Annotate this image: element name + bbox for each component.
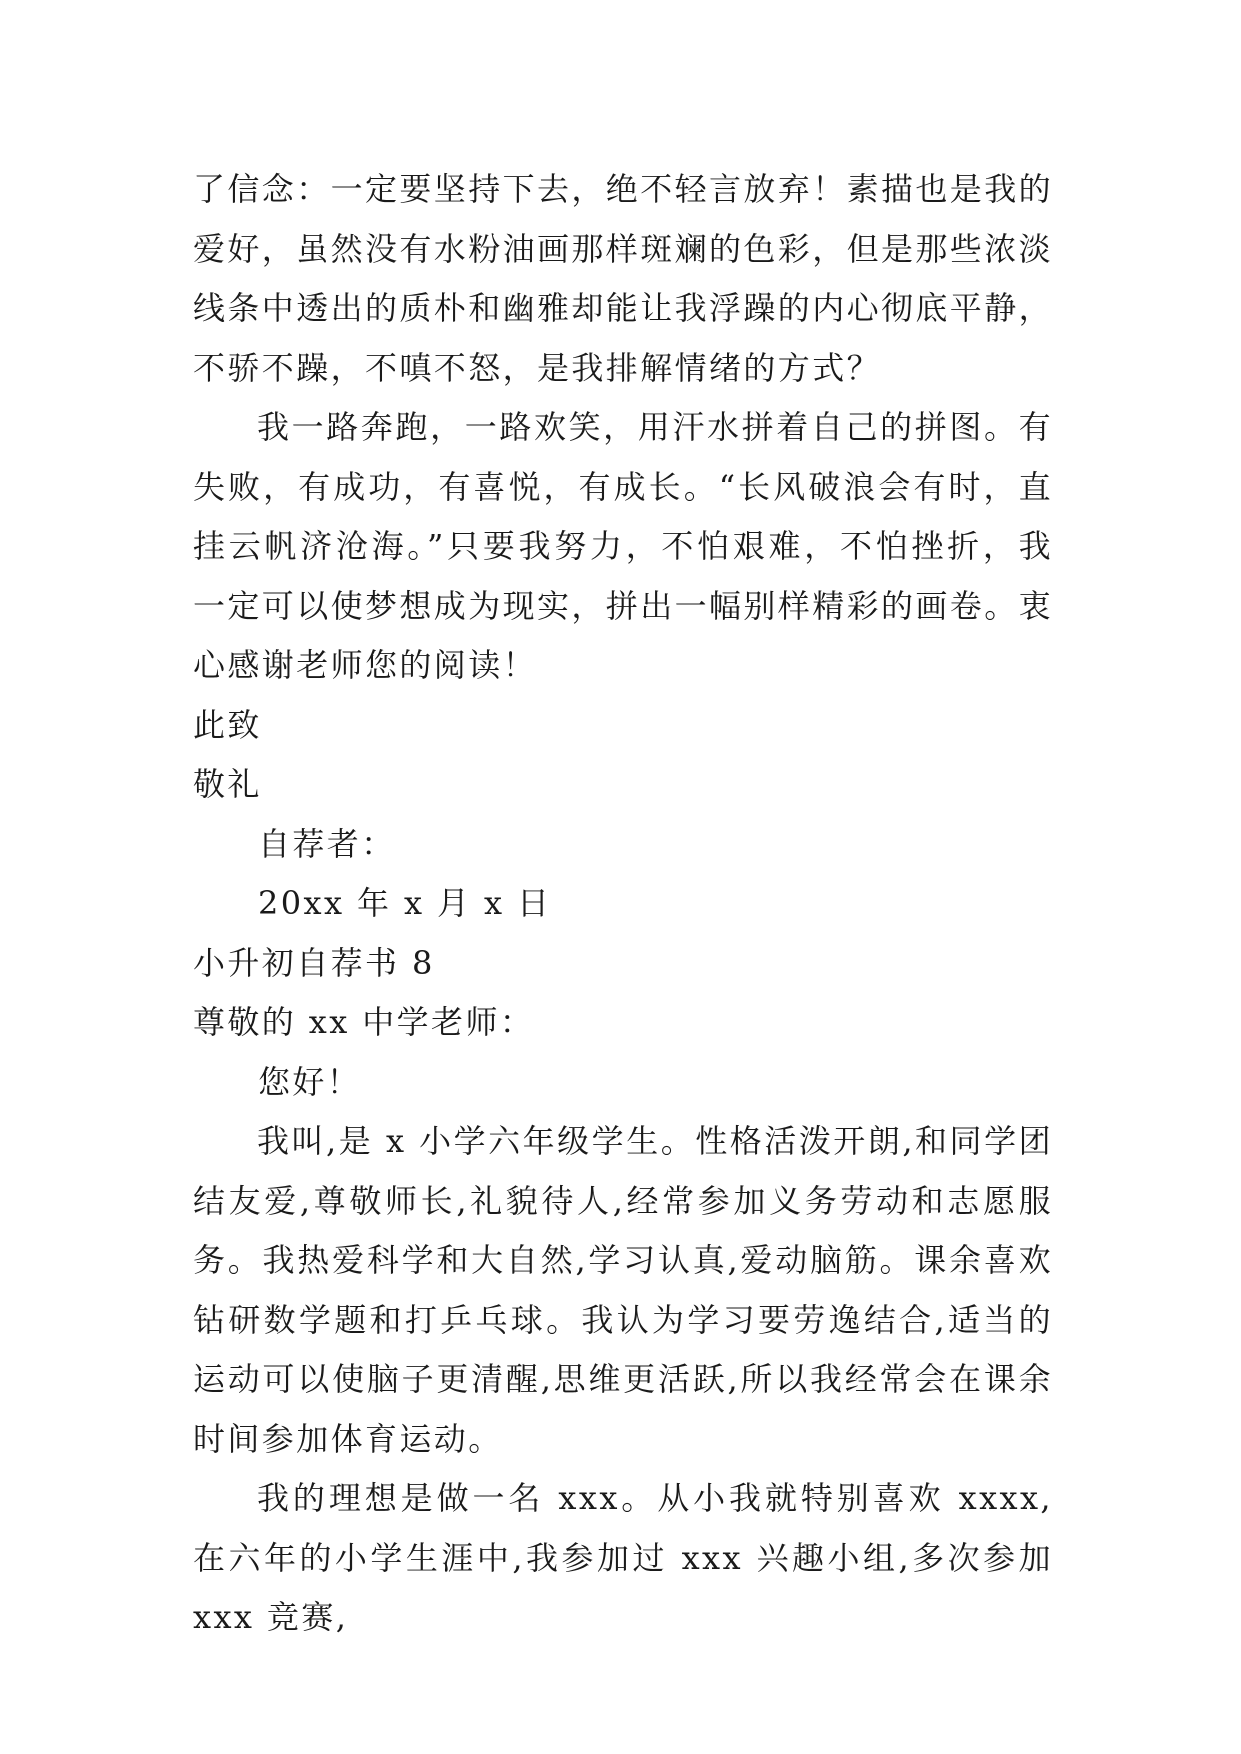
paragraph-hobbies: 了信念：一定要坚持下去，绝不轻言放弃！素描也是我的爱好，虽然没有水粉油画那样斑斓的色彩，但是那些浓淡线条中透出的质朴和幽雅却能让我浮躁的内心彻底平静，不骄不躁，不嗔不怒，是我排解情绪的方式？ xyxy=(193,170,1054,387)
closing-jingli: 敬礼 xyxy=(193,765,262,803)
signer-label: 自荐者： xyxy=(258,824,396,863)
letter-date: 20xx 年 x 月 x 日 xyxy=(258,884,552,922)
greeting: 您好！ xyxy=(258,1062,362,1101)
salutation: 尊敬的 xx 中学老师： xyxy=(193,1003,535,1041)
paragraph-dream: 我一路奔跑，一路欢笑，用汗水拼着自己的拼图。有失败，有成功，有喜悦，有成长。“长风破浪会有时，直挂云帆济沧海。”只要我努力，不怕艰难，不怕挫折，我一定可以使梦想成为现实，拼出一幅别样精彩的画卷。衷心感谢老师您的阅读！ xyxy=(193,408,1054,684)
paragraph-ideal: 我的理想是做一名 xxx。从小我就特别喜欢 xxxx,在六年的小学生涯中,我参加过 xxx 兴趣小组,多次参加 xxx 竞赛, xyxy=(193,1479,1053,1636)
paragraph-introduction: 我叫,是 x 小学六年级学生。性格活泼开朗,和同学团结友爱,尊敬师长,礼貌待人,经常参加义务劳动和志愿服务。我热爱科学和大自然,学习认真,爱动脑筋。课余喜欢钻研数学题和打乒乓球。我认为学习要劳逸结合,适当的运动可以使脑子更清醒,思维更活跃,所以我经常会在课余时间参加体育运动。 xyxy=(193,1122,1053,1458)
section-title: 小升初自荐书 8 xyxy=(193,943,435,982)
document-body xyxy=(193,160,1053,1648)
closing-cizhi: 此致 xyxy=(193,705,262,744)
